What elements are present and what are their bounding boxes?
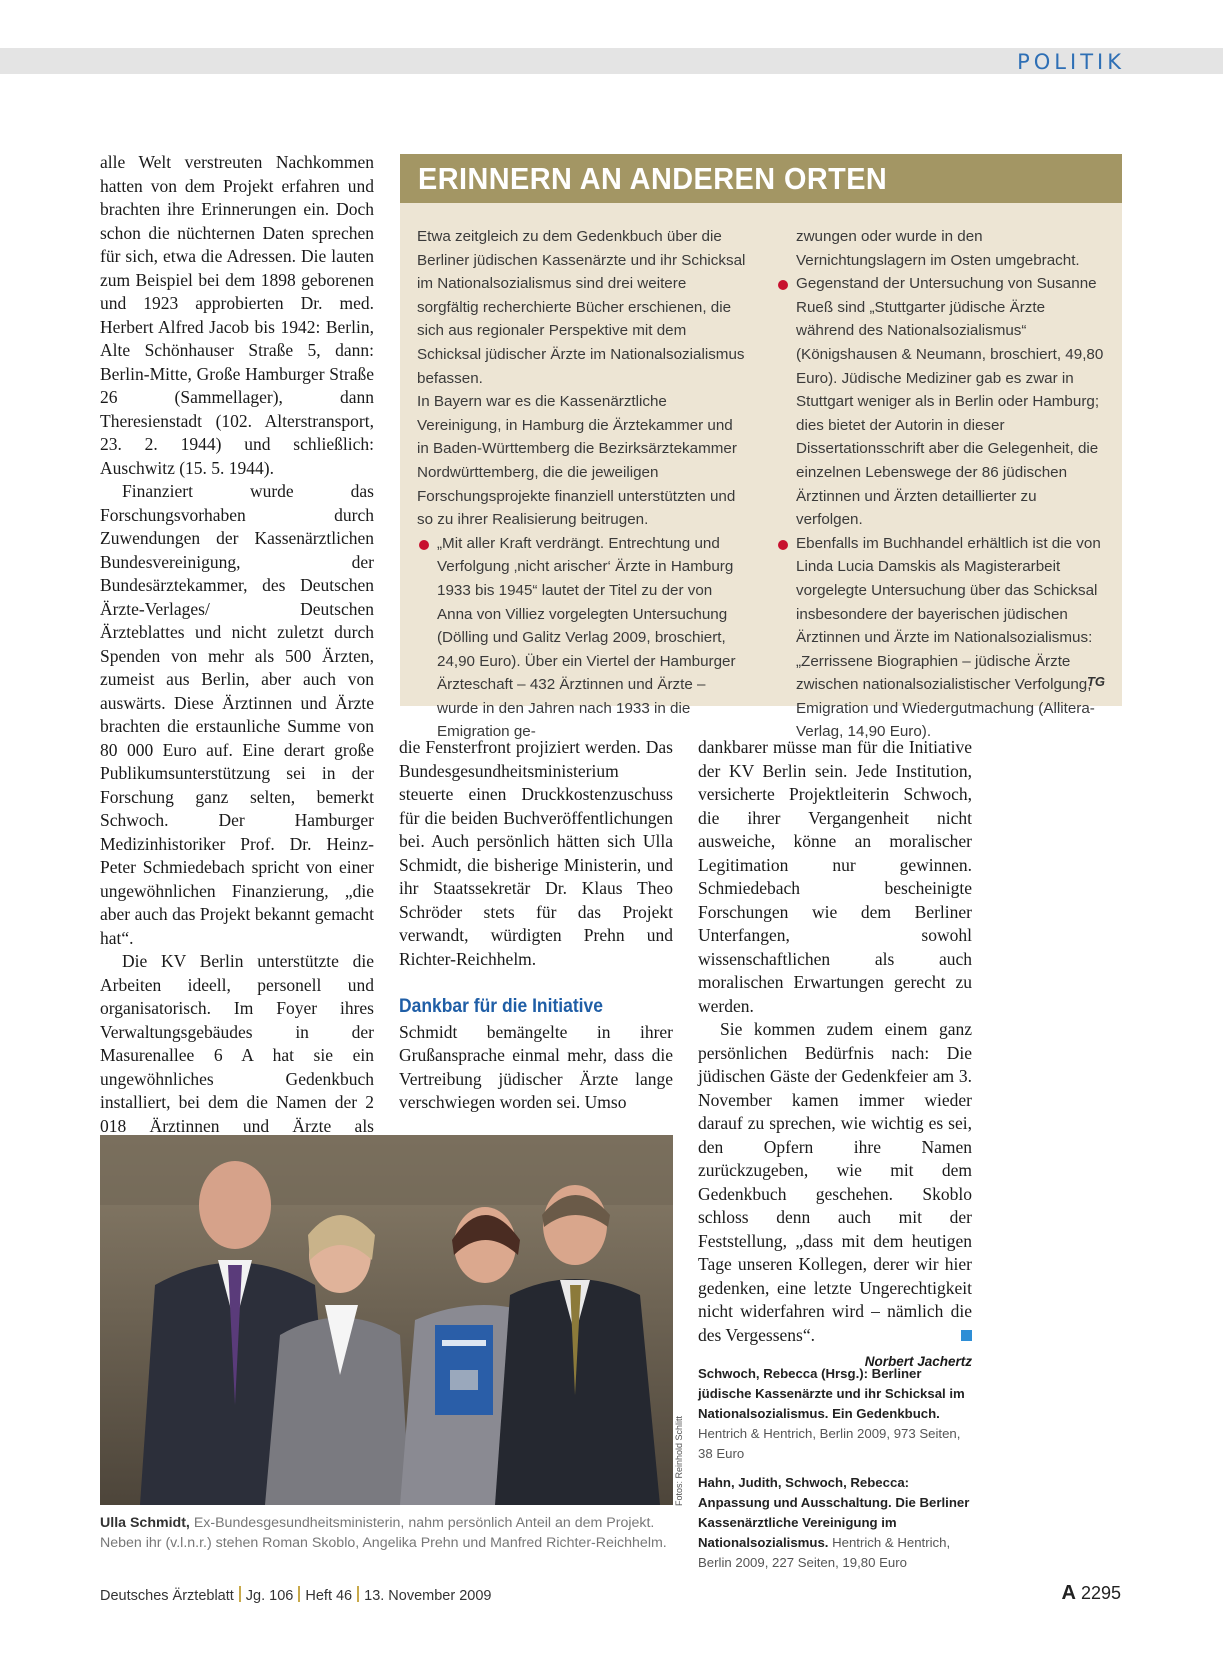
box-paragraph: In Bayern war es die Kassenärztliche Vereinigung, in Hamburg die Ärztekammer und in Baden-Württemberg die Bezirksärztekammer Nordwürttemberg, die die jeweiligen Forschungsprojekte finanziell unterstützten und so zu ihrer Realisierung beitrugen.: [417, 393, 737, 529]
article-column-1: [100, 151, 374, 1162]
paragraph: Sie kommen zudem einem ganz persönlichen Bedürfnis nach: Die jüdischen Gäste der Gedenkfeier am 3. November kamen immer wieder darauf zu sprechen, wie wichtig es sei, den Opfern ihre Namen zurückzugeben, wie mit dem Gedenkbuch geschehen. Skoblo schloss denn auch mit der Feststellung, „dass mit dem heutigen Tage unseren Kollegen, derer wir hier gedenken, eine letzte Ungerechtigkeit nicht widerfahren wird – nämlich die des Vergessens“.: [698, 1019, 972, 1345]
paragraph: dankbarer müsse man für die Initiative der KV Berlin sein. Jede Institution, versicherte Projektleiterin Schwoch, die ihrer Vergangenheit nicht ausweiche, könne an moralischer Legitimation nur gewinnen. Schmiedebach bescheinigte Forschungen wie dem Berliner Unterfangen, sowohl wissenschaftlichen als auch moralischen Erwartungen gerecht zu werden.: [698, 737, 972, 1016]
box-bullet-continued: zwungen oder wurde in den Vernichtungslagern im Osten umgebracht.: [796, 228, 1080, 269]
volume: Jg. 106: [245, 1588, 294, 1604]
paragraph: alle Welt verstreuten Nachkommen hatten von dem Projekt erfahren und brachten ihre Erinnerungen ein. Doch schon die nüchternen Daten sprechen für sich, etwa die Adressen. Die lauten zum Beispiel bei dem 1898 geborenen und 1923 approbierten Dr. med. Herbert Alfred Jacob bis 1942: Berlin, Alte Schönhauser Straße 5, dann: Berlin-Mitte, Große Hamburger Straße 26 (Sammellager), dann Theresienstadt (102. Alterstransport, 23. 2. 1944) und schließlich: Auschwitz (15. 5. 1944).: [100, 152, 374, 478]
end-square-icon: [961, 1330, 972, 1341]
divider: [357, 1586, 359, 1602]
box-paragraph: Etwa zeitgleich zu dem Gedenkbuch über die Berliner jüdischen Kassenärzte und ihr Schicksal im Nationalsozialismus sind drei weitere sorgfältig recherchierte Bücher erschienen, die sich aus regionaler Perspektive mit dem Schicksal jüdischer Ärzte im Nationalsozialismus befassen.: [417, 228, 746, 387]
paragraph: Schmidt bemängelte in ihrer Grußansprache einmal mehr, dass die Vertreibung jüdischer Ärzte lange verschwiegen worden sei. Umso: [399, 1021, 673, 1112]
paragraph: die Fensterfront projiziert werden. Das Bundesgesundheitsministerium steuerte einen Druckkostenzuschuss für die beiden Buchveröffentlichungen bei. Auch persönlich hätten sich Ulla Schmidt, die bisherige Ministerin, und ihr Staatssekretär Dr. Klaus Theo Schröder stets für das Projekt verwandt, würdigten Prehn und Richter-Reichhelm.: [399, 737, 673, 969]
reference-item: Schwoch, Rebecca (Hrsg.): Berliner jüdische Kassenärzte und ihr Schicksal im Nationalsozialismus. Ein Gedenkbuch. Hentrich & Hentrich, Berlin 2009, 973 Seiten, 38 Euro: [698, 1366, 965, 1461]
group-photo: [100, 1135, 673, 1505]
box-title: ERINNERN AN ANDEREN ORTEN: [400, 154, 1122, 203]
page-footer: [100, 1586, 491, 1604]
photo-caption: [100, 1513, 680, 1553]
issue-date: 13. November 2009: [364, 1588, 492, 1604]
bullet-dot-icon: [778, 280, 788, 290]
issue: Heft 46: [305, 1588, 353, 1604]
caption-text: Ex-Bundesgesundheitsministerin, nahm persönlich Anteil an dem Projekt. Neben ihr (v.l.n.r.) stehen Roman Skoblo, Angelika Prehn und Manfred Richter-Reichhelm.: [100, 1515, 667, 1551]
box-bullet: „Mit aller Kraft verdrängt. Entrechtung und Verfolgung ‚nicht arischer‘ Ärzte in Hamburg 1933 bis 1945“ lautet der Titel zu der von Anna von Villiez vorgelegten Untersuchung (Dölling und Galitz Verlag 2009, broschiert, 24,90 Euro). Über ein Viertel der Hamburger Ärzteschaft – 432 Ärztinnen und Ärzte – wurde in den Jahren nach 1933 in die Emigration ge-: [417, 532, 747, 744]
reference-item: Hahn, Judith, Schwoch, Rebecca: Anpassung und Ausschaltung. Die Berliner Kassenärztliche Vereinigung im Nationalsozialismus. Hentrich & Hentrich, Berlin 2009, 227 Seiten, 19,80 Euro: [698, 1475, 970, 1570]
author-name: Norbert Jachertz: [864, 1354, 972, 1369]
photo-credit: Fotos: Reinhold Schlitt: [674, 1415, 684, 1506]
sidebar-box: [400, 154, 1122, 741]
article-column-2: [399, 736, 673, 1115]
box-signature: TG: [1086, 674, 1105, 689]
divider: [298, 1586, 300, 1602]
paragraph: Die KV Berlin unterstützte die Arbeiten ideell, personell und organisatorisch. Im Foyer ihres Verwaltungsgebäudes in der Masurenallee 6 A hat sie ein ungewöhnliches Gedenkbuch installiert, bei dem die Namen der 2 018 Ärztinnen und Ärzte als: [100, 951, 374, 1136]
article-column-3: [698, 736, 972, 1374]
book-references: [698, 1364, 972, 1582]
caption-name: Ulla Schmidt,: [100, 1515, 190, 1531]
bullet-dot-icon: [778, 540, 788, 550]
box-column-1: [417, 225, 747, 744]
box-bullet: Ebenfalls im Buchhandel erhältlich ist die von Linda Lucia Damskis als Magisterarbeit vorgelegte Untersuchung über das Schicksal insbesondere der bayerischen jüdischen Ärztinnen und Ärzte im Nationalsozialismus: „Zerrissene Biographien – jüdische Ärzte zwischen nationalsozialistischer Verfolgung, Emigration und Wiedergutmachung (Allitera-Verlag, 14,90 Euro).: [776, 532, 1106, 744]
divider: [239, 1586, 241, 1602]
sub-heading: Dankbar für die Initiative: [399, 996, 603, 1017]
bullet-dot-icon: [419, 540, 429, 550]
journal-name: Deutsches Ärzteblatt: [100, 1588, 234, 1604]
box-column-2: [776, 225, 1106, 744]
section-label: POLITIK: [1017, 50, 1125, 74]
page-number: A 2295: [1061, 1582, 1121, 1604]
box-bullet: Gegenstand der Untersuchung von Susanne Rueß sind „Stuttgarter jüdische Ärzte während des Nationalsozialismus“ (Königshausen & Neumann, broschiert, 49,80 Euro). Jüdische Mediziner gab es zwar in Stuttgart weniger als in Berlin oder Hamburg; dies bietet der Autorin in dieser Dissertationsschrift aber die Gelegenheit, die einzelnen Lebenswege der 86 jüdischen Ärztinnen und Ärzten detaillierter zu verfolgen.: [776, 272, 1106, 532]
paragraph: Finanziert wurde das Forschungsvorhaben durch Zuwendungen der Kassenärztlichen Bundesvereinigung, der Bundesärztekammer, des Deutschen Ärzte-Verlages/ Deutschen Ärzteblattes und nicht zuletzt durch Spenden von mehr als 500 Ärzten, zumeist aus Berlin, aber auch von auswärts. Diese Ärztinnen und Ärzte brachten die erstaunliche Summe von 80 000 Euro auf. Eine derart große Publikumsunterstützung sei in der Forschung ganz selten, bemerkt Schwoch. Der Hamburger Medizinhistoriker Prof. Dr. Heinz-Peter Schmiedebach spricht von einer ungewöhnlichen Finanzierung, „die aber auch das Projekt bekannt gemacht hat“.: [100, 481, 374, 948]
